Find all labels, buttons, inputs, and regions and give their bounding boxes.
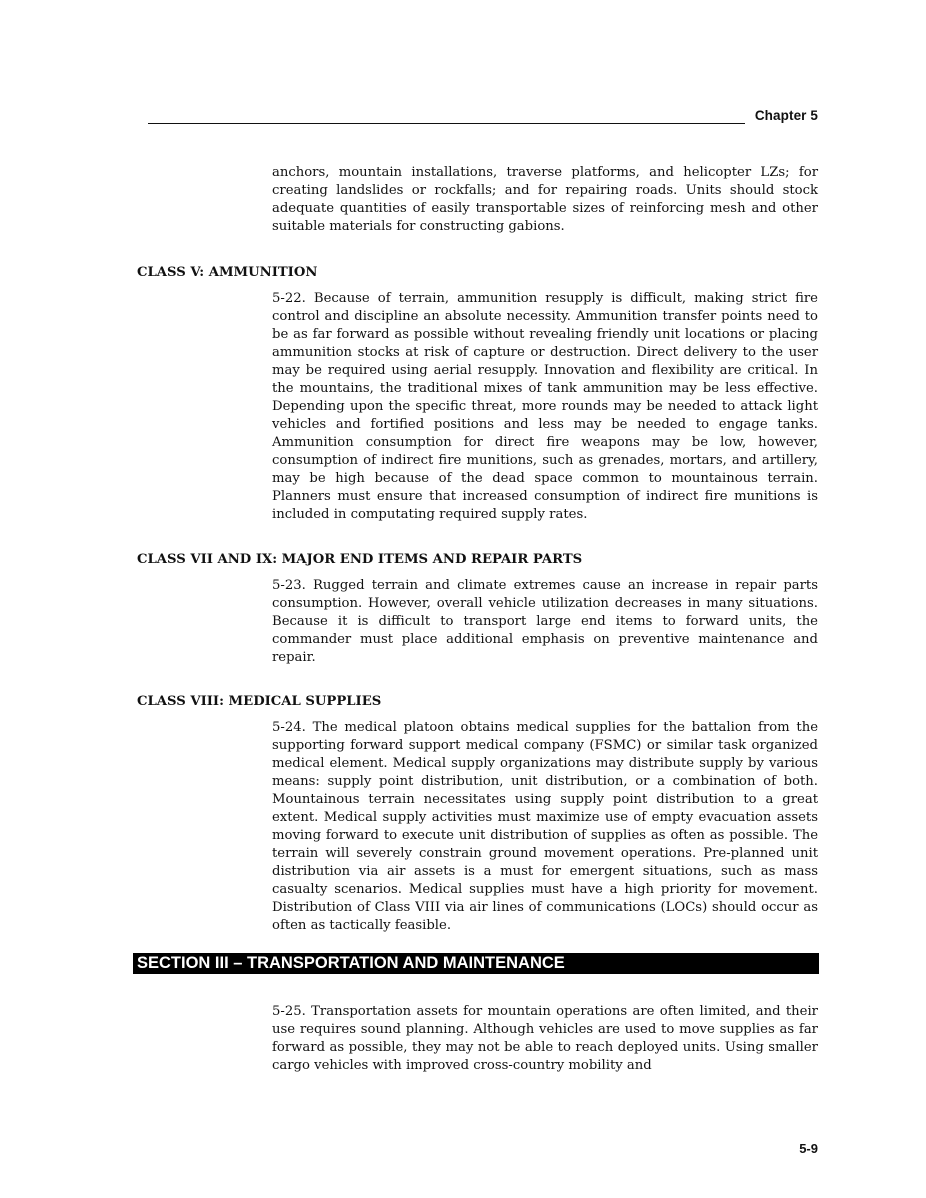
paragraph-5-24: 5-24. The medical platoon obtains medical supplies for the battalion from the supporting forward support medical company (FSMC) or similar task organized medical element. Medical supply organizations may distribute supply by various means: supply point distribution, unit distribution, or a combination of both. Mountainous terrain necessitates using supply point distribution to a great extent. Medical supply activities must maximize use of empty evacuation assets moving forward to execute unit distribution of supplies as often as possible. The terrain will severely constrain ground movement operations. Pre-planned unit distribution via air assets is a must for emergent situations, such as mass casualty scenarios. Medical supplies must have a high priority for movement. Distribution of Class VIII via air lines of communications (LOCs) should occur as often as tactically feasible. xyxy=(272,720,818,933)
header-rule xyxy=(148,123,745,124)
continuation-paragraph: anchors, mountain installations, traverse platforms, and helicopter LZs; for creating landslides or rockfalls; and for repairing roads. Units should stock adequate quantities of easily transportable sizes of reinforcing mesh and other suitable materials for constructing gabions. xyxy=(272,165,818,234)
heading-class-vii-ix: CLASS VII AND IX: MAJOR END ITEMS AND REPAIR PARTS xyxy=(137,552,583,567)
chapter-label: Chapter 5 xyxy=(754,108,818,123)
heading-class-v: CLASS V: AMMUNITION xyxy=(137,265,318,280)
heading-class-viii: CLASS VIII: MEDICAL SUPPLIES xyxy=(137,694,382,709)
paragraph-5-22: 5-22. Because of terrain, ammunition resupply is difficult, making strict fire control and discipline an absolute necessity. Ammunition transfer points need to be as far forward as possible without revealing friendly unit locations or placing ammunition stocks at risk of capture or destruction. Direct delivery to the user may be required using aerial resupply. Innovation and flexibility are critical. In the mountains, the traditional mixes of tank ammunition may be less effective. Depending upon the specific threat, more rounds may be needed to attack light vehicles and fortified positions and less may be needed to engage tanks. Ammunition consumption for direct fire weapons may be low, however, consumption of indirect fire munitions, such as grenades, mortars, and artillery, may be high because of the dead space common to mountainous terrain. Planners must ensure that increased consumption of indirect fire munitions is included in computating required supply rates. xyxy=(272,291,818,522)
paragraph-5-25: 5-25. Transportation assets for mountain operations are often limited, and their use requires sound planning. Although vehicles are used to move supplies as far forward as possible, they may not be able to reach deployed units. Using smaller cargo vehicles with improved cross-country mobility and xyxy=(272,1004,818,1073)
section-title-bar xyxy=(133,953,819,974)
page-number: 5-9 xyxy=(799,1141,818,1156)
section-title: SECTION III – TRANSPORTATION AND MAINTENANCE xyxy=(137,954,565,972)
paragraph-5-23: 5-23. Rugged terrain and climate extremes cause an increase in repair parts consumption. However, overall vehicle utilization decreases in many situations. Because it is difficult to transport large end items to forward units, the commander must place additional emphasis on preventive maintenance and repair. xyxy=(272,578,818,665)
